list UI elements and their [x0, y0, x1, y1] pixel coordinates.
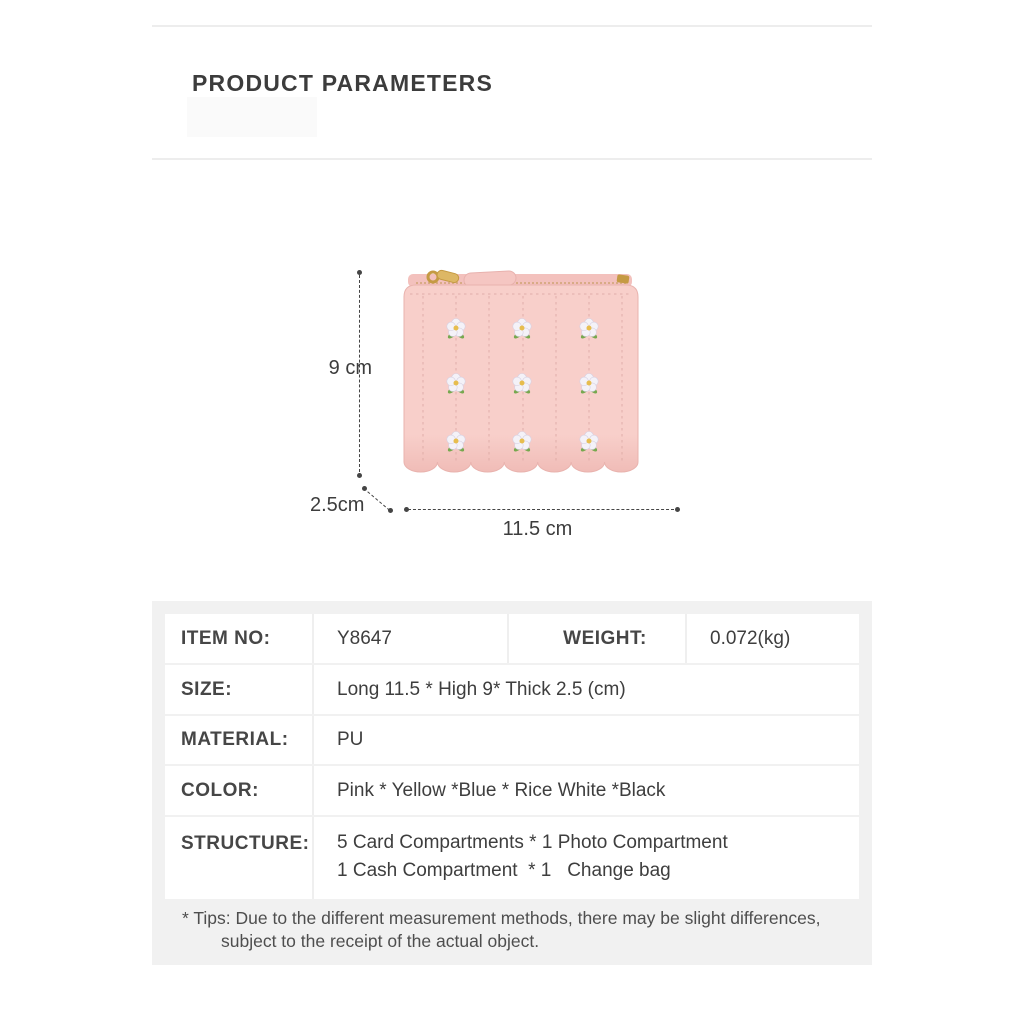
structure-label: STRUCTURE:: [165, 817, 314, 899]
weight-value: 0.072(kg): [710, 627, 791, 649]
structure-value-line1: 5 Card Compartments * 1 Photo Compartment: [337, 832, 728, 853]
dim-dot: [388, 508, 393, 513]
table-row: [165, 614, 859, 665]
depth-dimension-label: 2.5cm: [310, 494, 365, 516]
tips-line1: * Tips: Due to the different measurement methods, there may be slight differences,: [182, 908, 821, 928]
section-divider-middle: [152, 158, 872, 160]
height-dimension-label: 9 cm: [328, 357, 372, 379]
size-value: Long 11.5 * High 9* Thick 2.5 (cm): [337, 678, 626, 700]
structure-value: [314, 817, 859, 899]
material-value: PU: [337, 729, 364, 750]
dim-dot: [357, 270, 362, 275]
tips-note: [182, 907, 852, 953]
section-divider-top: [152, 25, 872, 27]
item-no-label: ITEM NO:: [165, 614, 314, 663]
zipper-end-stop-icon: [617, 274, 630, 284]
parameters-section: [152, 601, 872, 965]
title-highlight-block: [187, 97, 317, 137]
dim-dot: [404, 507, 409, 512]
color-value: Pink * Yellow *Blue * Rice White *Black: [337, 779, 666, 801]
structure-value-line2: 1 Cash Compartment * 1 Change bag: [337, 860, 671, 881]
table-row: [165, 665, 859, 716]
material-label: MATERIAL:: [165, 716, 314, 764]
dim-dot: [362, 486, 367, 491]
item-no-value: Y8647: [314, 614, 509, 663]
table-row: [165, 766, 859, 817]
page-title: PRODUCT PARAMETERS: [192, 70, 494, 96]
weight-label: WEIGHT:: [509, 614, 687, 663]
dim-dot: [675, 507, 680, 512]
table-row: [165, 716, 859, 766]
tips-line2: subject to the receipt of the actual object.: [221, 931, 540, 951]
width-dimension-label: 11.5 cm: [502, 518, 573, 540]
dim-dot: [357, 473, 362, 478]
color-label: COLOR:: [165, 766, 314, 815]
parameters-table: [165, 614, 859, 899]
size-label: SIZE:: [165, 665, 314, 714]
product-image-wallet: [402, 264, 640, 478]
table-row: [165, 817, 859, 899]
width-dimension-line: [408, 509, 674, 510]
